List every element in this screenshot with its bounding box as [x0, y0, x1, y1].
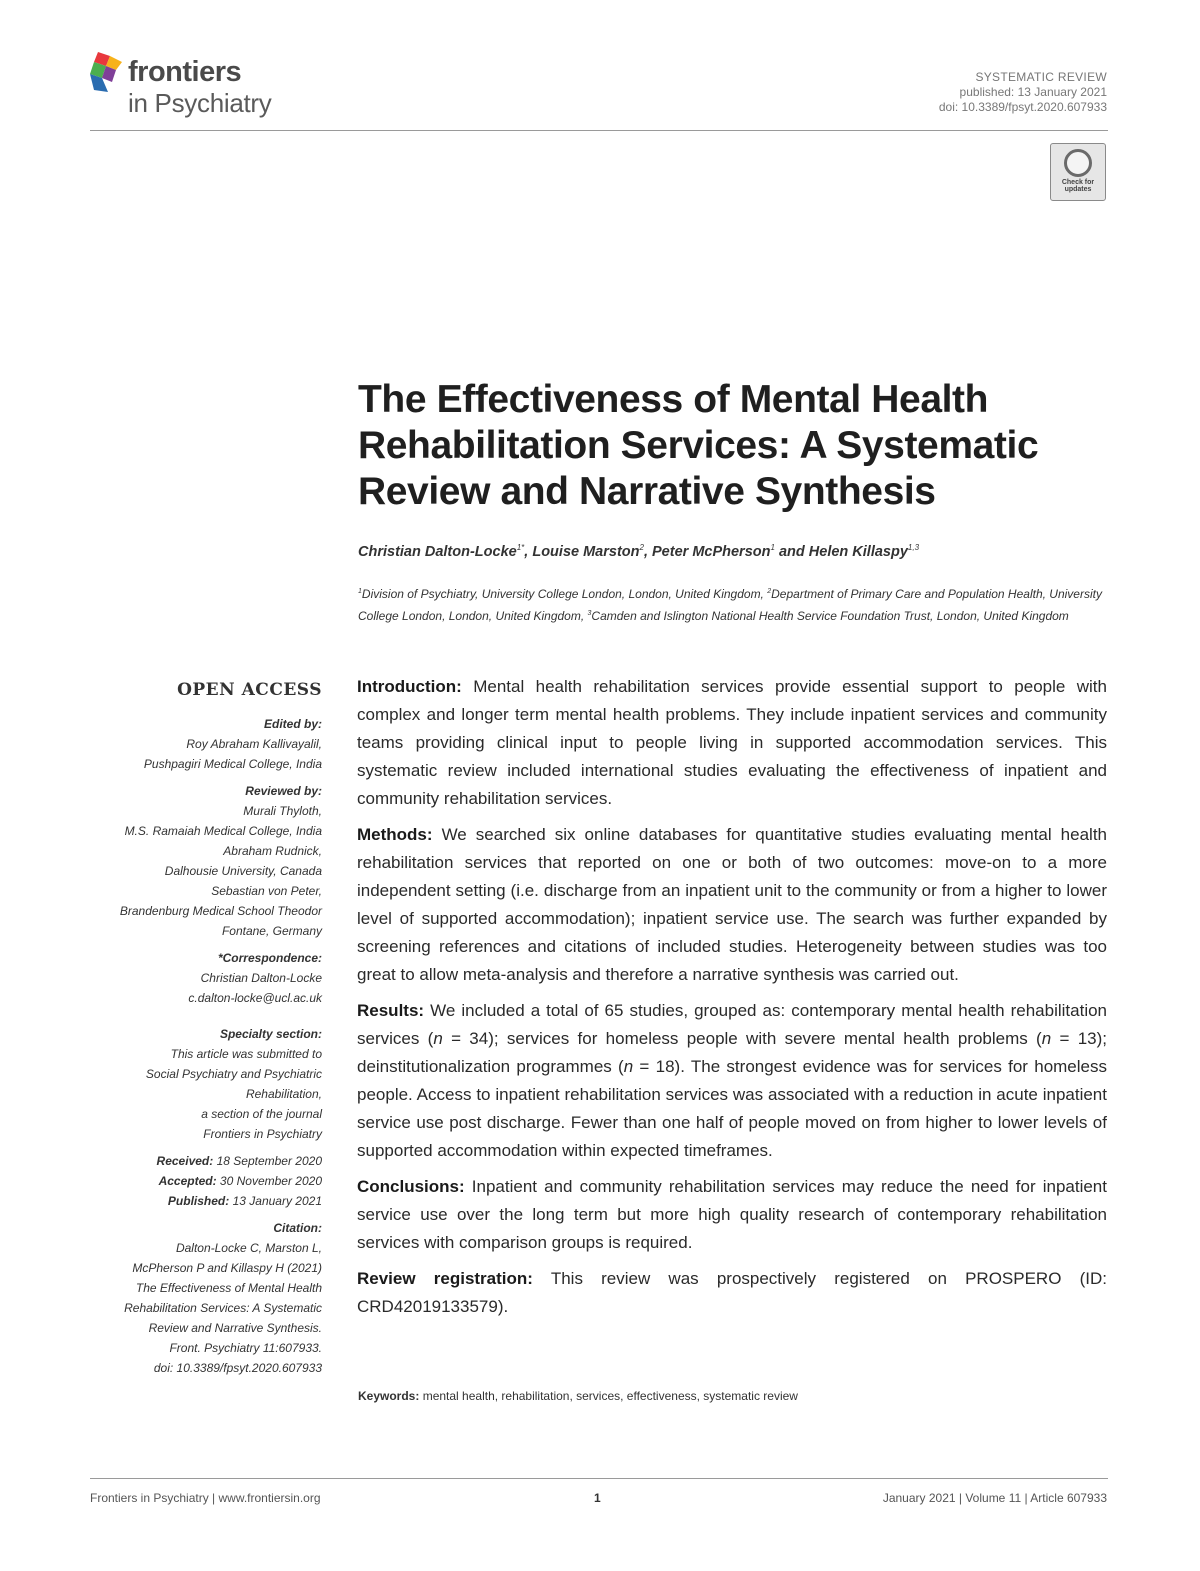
article-meta [939, 70, 1107, 115]
author[interactable]: Louise Marston [532, 543, 640, 560]
affiliation: Division of Psychiatry, University College London, London, United Kingdom, [361, 587, 768, 601]
abstract [357, 673, 1107, 1329]
check-updates-icon [1064, 149, 1092, 177]
page-number: 1 [594, 1491, 601, 1505]
affiliation: Camden and Islington National Health Service Foundation Trust, London, United Kingdom [591, 609, 1069, 623]
open-access-label: OPEN ACCESS [177, 680, 322, 700]
header-doi[interactable]: doi: 10.3389/fpsyt.2020.607933 [938, 100, 1107, 114]
brand-name: frontiers [128, 56, 242, 88]
check-for-updates-badge[interactable] [1050, 143, 1106, 201]
footer-divider [90, 1478, 1108, 1479]
author[interactable]: Christian Dalton-Locke [358, 543, 517, 560]
affiliation: Department of Primary Care and Population Health, University College London, London, United Kingdom, [358, 587, 1102, 623]
keywords: Keywords: mental health, rehabilitation, services, effectiveness, systematic review [358, 1389, 798, 1403]
article-type: SYSTEMATIC REVIEW [975, 70, 1107, 84]
abstract-registration: Review registration: This review was prospectively registered on PROSPERO (ID: CRD42019133579). [357, 1269, 1107, 1316]
author[interactable]: Peter McPherson [652, 543, 771, 560]
reviewed-by: Reviewed by: Murali Thyloth, M.S. Ramaiah Medical College, India Abraham Rudnick, Dalhousie University, Canada Sebastian von Peter, Brandenburg Medical School Theodor Fontane, Germany [119, 784, 322, 938]
header-divider [90, 130, 1108, 131]
footer-issue-info: January 2021 | Volume 11 | Article 607933 [882, 1491, 1107, 1505]
article-dates: Received: 18 September 2020 Accepted: 30 November 2020 Published: 13 January 2021 [156, 1154, 322, 1208]
abstract-introduction: Introduction: Mental health rehabilitation services provide essential support to people with complex and longer term mental health problems. They include inpatient services and community teams providing clinical input to people living in supported accommodation services. This systematic review included international studies evaluating the effectiveness of inpatient and community rehabilitation services. [357, 677, 1107, 808]
published-date: published: 13 January 2021 [959, 85, 1107, 99]
specialty-section: Specialty section: This article was submitted to Social Psychiatry and Psychiatric Rehabilitation, a section of the journal Frontiers in Psychiatry [145, 1027, 322, 1141]
author-list: Christian Dalton-Locke$^{1*}$, Louise Marston$^2$, Peter McPherson$^1$ and Helen Killaspy$^{1,3}$ [358, 543, 920, 560]
journal-name: in Psychiatry [128, 88, 272, 118]
correspondence-email[interactable]: c.dalton-locke@ucl.ac.uk [188, 991, 322, 1005]
abstract-results: Results: We included a total of 65 studies, grouped as: contemporary mental health rehabilitation services (n = 34); services for homeless people with severe mental health problems (n = 13); deinstitutionalization programmes (n = 18). The strongest evidence was for services for homeless people. Access to inpatient rehabilitation services was associated with a reduction in acute inpatient service use post discharge. Fewer than one half of people moved on from higher to lower levels of supported accommodation within expected timeframes. [357, 1001, 1107, 1160]
abstract-conclusions: Conclusions: Inpatient and community rehabilitation services may reduce the need for inpatient service use over the long term but more high quality research of contemporary rehabilitation services with comparison groups is required. [357, 1177, 1107, 1252]
citation: Citation: Dalton-Locke C, Marston L, McPherson P and Killaspy H (2021) The Effectiveness of Mental Health Rehabilitation Services: A Systematic Review and Narrative Synthesis. Front. Psychiatry 11:607933. doi: 10.3389/fpsyt.2020.607933 [90, 1218, 322, 1378]
edited-by: Edited by: Roy Abraham Kallivayalil, Pushpagiri Medical College, India [143, 717, 322, 771]
article-sidebar [90, 680, 322, 1385]
check-updates-label: Check for updates [1061, 179, 1095, 193]
footer-journal-link[interactable]: Frontiers in Psychiatry | www.frontiersin.org [90, 1491, 321, 1505]
abstract-methods: Methods: We searched six online databases for quantitative studies evaluating mental health rehabilitation services that reported on one or both of two outcomes: move-on to a more independent setting (i.e. discharge from an inpatient unit to the community or from a higher to lower level of supported accommodation); inpatient service use. The search was further expanded by screening references and citations of included studies. Heterogeneity between studies was too great to allow meta-analysis and therefore a narrative synthesis was carried out. [357, 825, 1107, 984]
journal-logo [88, 50, 298, 122]
article-title: The Effectiveness of Mental Health Rehabilitation Services: A Systematic Review and Narrative Synthesis [358, 378, 1039, 513]
frontiers-logo-icon [88, 52, 128, 96]
affiliations: $^1$Division of Psychiatry, University College London, London, United Kingdom, $^2$Department of Primary Care and Population Health, University College London, London, United Kingdom, $^3$Camden and Islington National Health Service Foundation Trust, London, United Kingdom [358, 587, 1102, 623]
author[interactable]: Helen Killaspy [808, 543, 908, 560]
correspondence: *Correspondence: Christian Dalton-Locke c.dalton-locke@ucl.ac.uk [90, 948, 322, 1008]
citation-doi[interactable]: doi: 10.3389/fpsyt.2020.607933 [153, 1361, 322, 1375]
